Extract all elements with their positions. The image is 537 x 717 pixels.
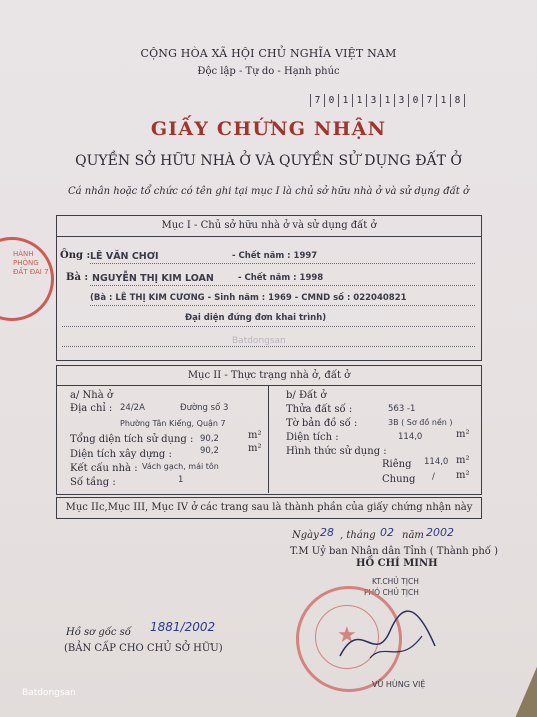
private-label: Riêng (382, 459, 412, 470)
owner2-note: - Chết năm : 1998 (238, 273, 324, 283)
serial-digit: 7 (310, 94, 324, 107)
usage-label: Hình thức sử dụng : (286, 446, 387, 457)
address-ward: Phường Tân Kiểng, Quận 7 (120, 419, 226, 428)
record-value: 1881/2002 (150, 620, 216, 634)
land-area-label: Diện tích : (286, 432, 339, 443)
section2-divider (57, 385, 481, 386)
serial-digit: 0 (324, 94, 338, 107)
map-value: 3B ( Sơ đồ nền ) (388, 418, 453, 427)
serial-digit: 1 (436, 94, 450, 107)
section2-heading: Mục II - Thực trạng nhà ở, đất ở (187, 370, 351, 381)
address-label: Địa chỉ : (70, 403, 113, 414)
land-area-unit: m² (456, 429, 470, 440)
left-stamp-text: HÀNH PHÒNG ĐẤT ĐAI 7 (13, 250, 49, 276)
owner3-dotted (90, 305, 475, 306)
address-street: Đường số 3 (180, 403, 229, 413)
owner1-name: LÊ VĂN CHƠI (90, 251, 159, 262)
day-label: Ngày (292, 530, 319, 541)
record-label: Hồ sơ gốc số (66, 627, 131, 638)
owner1-prefix: Ông : (60, 250, 91, 261)
private-value: 114,0 (424, 457, 449, 467)
built-area-label: Diện tích xây dựng : (70, 449, 172, 460)
built-area-value: 90,2 (200, 446, 219, 456)
authority-line: T.M Uỷ ban Nhân dân Tỉnh ( Thành phố ) (290, 546, 498, 557)
serial-digit: 3 (366, 94, 380, 107)
month-label: , tháng (340, 530, 376, 541)
certificate-title: GIẤY CHỨNG NHẬN (150, 118, 387, 140)
floors-value: 1 (178, 475, 184, 485)
serial-digit: 8 (450, 94, 465, 107)
role-pho-chu-tich: PHÓ CHỦ TỊCH (364, 588, 419, 597)
map-label: Tờ bản đồ số : (286, 418, 358, 429)
section3-note: Mục IIc,Mục III, Mục IV ở các trang sau là thành phần của giấy chứng nhận này (65, 502, 473, 513)
parcel-label: Thửa đất số : (286, 404, 353, 415)
section2-column-divider (268, 386, 269, 493)
owner2-name: NGUYỄN THỊ KIM LOAN (92, 273, 214, 284)
section1-divider (57, 236, 481, 237)
serial-digit: 1 (380, 94, 394, 107)
watermark-bottom: Batdongsan (22, 688, 76, 698)
structure-label: Kết cấu nhà : (70, 463, 138, 474)
section1-dotted-a (62, 326, 475, 327)
built-area-unit: m² (248, 443, 262, 454)
total-area-unit: m² (248, 430, 262, 441)
certificate-subtitle: QUYỀN SỞ HỮU NHÀ Ở VÀ QUYỀN SỬ DỤNG ĐẤT Ở (75, 153, 462, 169)
issued-note: (BẢN CẤP CHO CHỦ SỞ HỮU) (64, 643, 223, 654)
shared-label: Chung (382, 474, 416, 485)
owner3-line: (Bà : LÊ THỊ KIM CƯƠNG - Sinh năm : 1969 - CMND số : 022040821 (90, 293, 407, 303)
serial-digit: 7 (422, 94, 436, 107)
owner1-line (90, 263, 475, 264)
serial-digit: 1 (338, 94, 352, 107)
year-value: 2002 (426, 526, 454, 539)
intro-text: Cá nhân hoặc tổ chức có tên ghi tại mục I là chủ sở hữu nhà ở và sử dụng đất ở (68, 186, 469, 197)
owner3-note: Đại diện đứng đơn khai trình) (185, 313, 327, 323)
official-seal: ★ (296, 586, 402, 692)
parcel-value: 563 -1 (388, 404, 416, 414)
owner2-line (90, 285, 475, 286)
motto: Độc lập - Tự do - Hạnh phúc (197, 66, 340, 77)
role-kt-chu-tich: KT.CHỦ TỊCH (372, 577, 419, 586)
handwritten-signature (330, 596, 450, 676)
owner1-note: - Chết năm : 1997 (232, 251, 318, 261)
floors-label: Số tầng : (70, 477, 116, 488)
serial-digit: 0 (408, 94, 422, 107)
section1-dotted-b (62, 346, 475, 347)
private-unit: m² (456, 455, 470, 466)
city-name: HỒ CHÍ MINH (356, 558, 438, 569)
address-number: 24/2A (120, 403, 145, 413)
republic-heading: CỘNG HÒA XÃ HỘI CHỦ NGHĨA VIỆT NAM (140, 47, 397, 60)
month-value: 02 (380, 526, 394, 539)
watermark-center: Batdongsan (232, 336, 286, 346)
serial-number-box (310, 94, 465, 107)
land-area-value: 114,0 (398, 432, 423, 442)
signer-name: VŨ HÙNG VIỆ (372, 680, 426, 689)
serial-digit: 3 (394, 94, 408, 107)
shared-value: / (432, 472, 435, 482)
serial-digit: 1 (352, 94, 366, 107)
house-heading: a/ Nhà ở (70, 390, 113, 401)
section1-heading: Mục I - Chủ sở hữu nhà ở và sử dụng đất ở (161, 220, 377, 231)
structure-value: Vách gạch, mái tôn (142, 462, 219, 471)
day-value: 28 (320, 526, 334, 539)
shared-unit: m² (456, 470, 470, 481)
land-heading: b/ Đất ở (286, 390, 327, 401)
total-area-label: Tổng diện tích sử dụng : (70, 434, 194, 445)
year-label: năm (402, 530, 424, 541)
total-area-value: 90,2 (200, 434, 219, 444)
owner2-prefix: Bà : (66, 272, 89, 283)
